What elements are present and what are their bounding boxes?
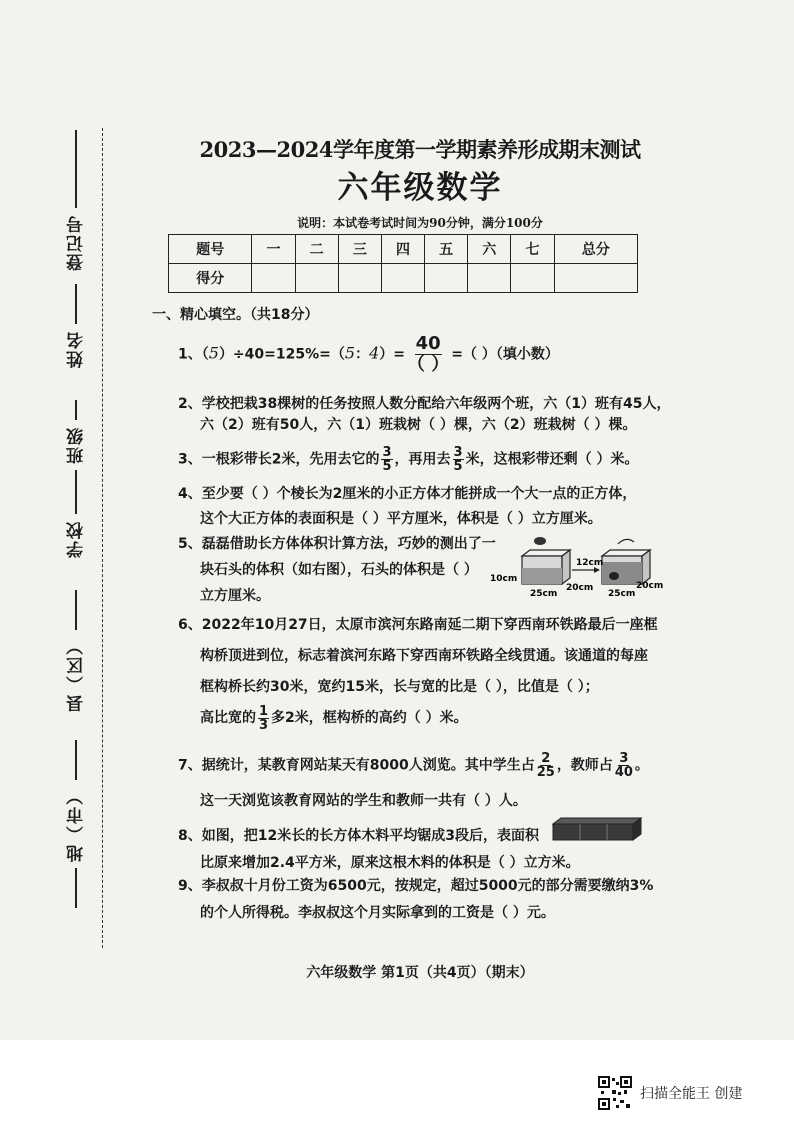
score-row-label: 得分 [169,264,252,293]
q3-text: 3、一根彩带长2米，先用去它的 [178,451,380,468]
score-header-cell: 二 [295,235,338,264]
hand-icon [618,539,634,544]
q6-line-1: 6、2022年10月27日，太原市滨河东路南延二期下穿西南环铁路最后一座框 [178,617,658,633]
score-header-cell: 一 [252,235,295,264]
q7-numerator: 2 [541,751,551,766]
score-header-cell: 六 [468,235,511,264]
scanner-watermark [598,1076,742,1110]
qr-code-icon [598,1076,632,1110]
score-cell[interactable] [252,264,295,293]
q8-line-1: 8、如图，把12米长的长方体木料平均锯成3段后，表面积 [178,828,539,844]
registration-no-label: 登记号 [66,214,87,271]
question-3 [178,446,648,473]
city-label: 地（市） [66,786,87,862]
q5-line-2: 块石头的体积（如右图），石头的体积是（ ） [200,562,478,578]
q1-number: 1、 [178,346,202,363]
question-7 [178,752,648,812]
field-city [52,740,100,908]
fig-width-2: 25cm [608,589,636,599]
score-cell[interactable] [511,264,554,293]
score-table-score-row [169,264,638,293]
fig-height-1: 10cm [490,574,518,584]
fig-width-1: 25cm [530,589,558,599]
exam-subtitle: 2023—2024学年度第一学期素养形成期末测试 [199,137,641,162]
q6-line-4 [178,703,648,734]
question-1 [178,334,648,375]
q5-line-3: 立方厘米。 [200,588,270,604]
q1-handwritten-answer: 5 [208,343,219,363]
q6-text: 高比宽的 [200,710,256,726]
q3-text: ，再用去 [394,451,451,468]
q3-denominator: 5 [453,459,463,474]
scanner-label: 扫描全能王 创建 [640,1086,743,1102]
tank-before [522,537,570,584]
score-cell[interactable] [554,264,637,293]
county-label: 县（区） [66,636,87,712]
question-2 [178,394,671,436]
name-label: 姓名 [66,330,87,368]
field-registration-no [52,130,100,277]
stone-icon [534,537,546,545]
q1-text: ： [355,346,370,363]
question-9 [178,876,654,924]
q7-text: ，教师占 [556,757,613,774]
class-label: 班级 [66,426,87,464]
q3-numerator: 3 [453,445,463,460]
q7-fraction [537,752,555,779]
binding-line [102,128,103,948]
score-cell[interactable] [381,264,424,293]
q6-numerator: 1 [259,703,269,719]
score-table-header-row [169,235,638,264]
field-county [52,590,100,718]
q2-line-2: 六（2）班有50人，六（1）班栽树（ ）棵，六（2）班栽树（ ）棵。 [200,417,637,433]
exam-title: 六年级数学 [337,170,503,206]
score-header-cell: 题号 [169,235,252,264]
q1-text: ）= [379,346,405,363]
q5-line-1: 5、磊磊借助长方体体积计算方法，巧妙的测出了一 [178,536,496,552]
q7-denominator: 40 [614,765,633,780]
section-heading: 一、精心填空。（共18分） [152,307,319,323]
q1-fraction-denominator: （ ） [406,354,450,375]
q7-line-1 [178,752,648,779]
score-cell[interactable] [425,264,468,293]
page-footer: 六年级数学 第1页（共4页）（期末） [306,965,534,981]
score-header-cell: 总分 [554,235,637,264]
field-school [52,470,100,564]
score-table [168,234,638,293]
q3-text: 米，这根彩带还剩（ ）米。 [465,451,639,468]
q1-text: ）÷40=125%=（ [218,346,345,363]
q7-denominator: 25 [536,765,555,780]
q7-text: 7、据统计，某教育网站某天有8000人浏览。其中学生占 [178,757,535,774]
fig-height-2: 20cm [636,581,664,591]
q6-denominator: 3 [259,717,269,733]
question-6 [178,610,658,734]
q4-line-2: 这个大正方体的表面积是（ ）平方厘米，体积是（ ）立方厘米。 [200,511,602,527]
score-cell[interactable] [338,264,381,293]
q9-line-1: 9、李叔叔十月份工资为6500元，按规定，超过5000元的部分需要缴纳3% [178,878,654,894]
q7-text: 。 [634,757,649,774]
q1-handwritten-answer: 5 [344,343,356,363]
field-name [52,284,100,374]
exam-note: 说明：本试卷考试时间为90分钟，满分100分 [297,216,543,230]
score-header-cell: 三 [338,235,381,264]
q6-text: 多2米，框构桥的高约（ ）米。 [271,710,468,726]
fig-rise: 12cm [576,558,604,568]
field-class [52,400,100,470]
q9-line-2: 的个人所得税。李叔叔这个月实际拿到的工资是（ ）元。 [200,905,555,921]
wood-block-figure [553,818,641,840]
q1-text: （ [201,346,209,363]
q4-line-1: 4、至少要（ ）个棱长为2厘米的小正方体才能拼成一个大一点的正方体， [178,486,637,502]
fig-gap: 20cm [566,583,594,593]
q1-fraction [407,334,449,375]
question-4 [178,484,648,530]
q1-text: =（ ）（填小数） [451,346,559,363]
stone-icon [609,572,619,580]
score-header-cell: 四 [381,235,424,264]
q3-fraction [381,446,392,473]
q1-fraction-numerator: 40 [415,333,441,354]
q3-denominator: 5 [382,459,392,474]
q2-line-1: 2、学校把栽38棵树的任务按照人数分配给六年级两个班，六（1）班有45人， [178,396,671,412]
q6-line-3: 框构桥长约30米，宽约15米，长与宽的比是（ ），比值是（ ）； [200,679,599,695]
score-header-cell: 五 [425,235,468,264]
q7-numerator: 3 [619,751,629,766]
score-cell[interactable] [468,264,511,293]
q6-line-2: 构桥顶进到位，标志着滨河东路下穿西南环铁路全线贯通。该通道的每座 [200,648,648,664]
q1-handwritten-answer: 4 [369,343,380,363]
q3-fraction [453,446,464,473]
q7-fraction [615,752,633,779]
q8-line-2: 比原来增加2.4平方米，原来这根木料的体积是（ ）立方米。 [200,855,580,871]
q3-numerator: 3 [382,445,392,460]
score-header-cell: 七 [511,235,554,264]
tank-after [602,539,650,584]
q6-fraction [258,705,269,732]
school-label: 学校 [66,520,87,558]
water-tank-figure [490,532,664,604]
score-cell[interactable] [295,264,338,293]
q7-line-2: 这一天浏览该教育网站的学生和教师一共有（ ）人。 [200,793,527,809]
